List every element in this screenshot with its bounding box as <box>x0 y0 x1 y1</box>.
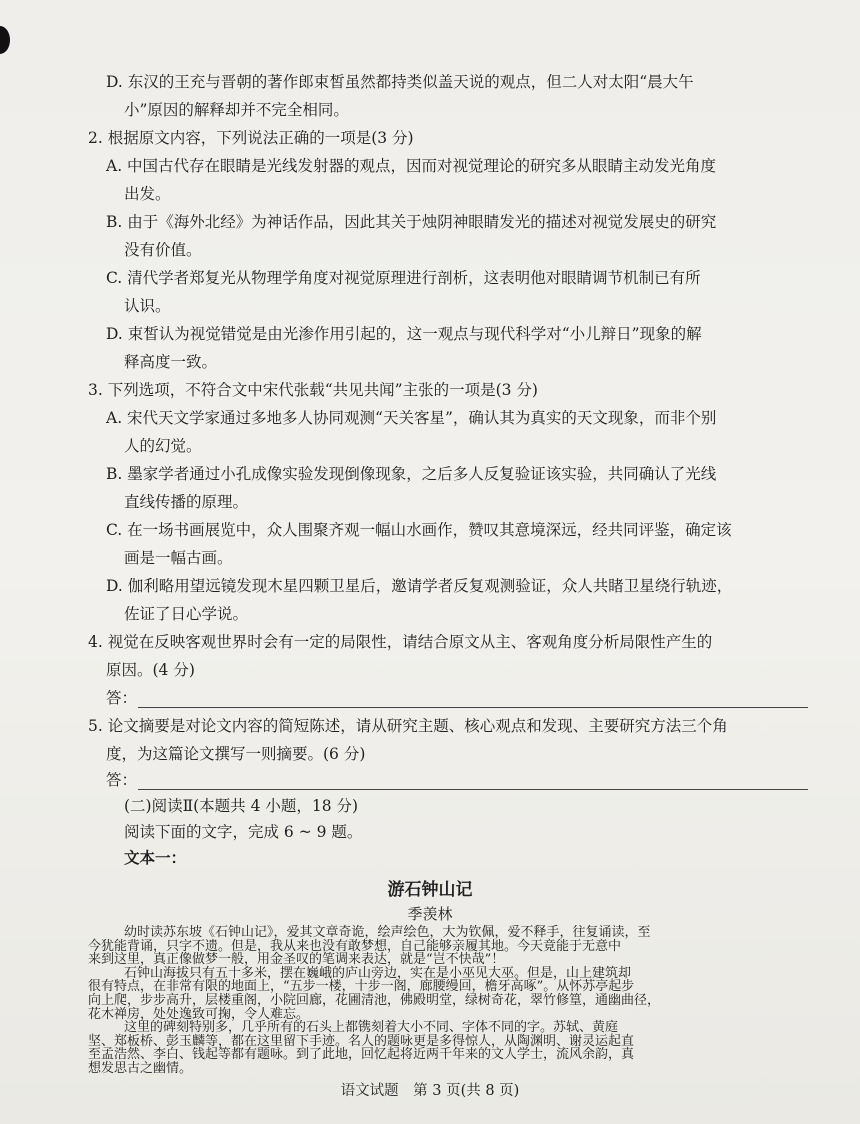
q4-stem-line1: 4. 视觉在反映客观世界时会有一定的局限性，请结合原文从主、客观角度分析局限性产生的 <box>88 633 713 651</box>
essay-title: 游石钟山记 <box>387 880 473 900</box>
q2-stem: 2. 根据原文内容，下列说法正确的一项是(3 分) <box>88 129 414 147</box>
essay-p3-line2: 坚、郑板桥、彭玉麟等，都在这里留下手迹。名人的题咏更是多得惊人，从陶渊明、谢灵运起直 <box>88 1033 635 1049</box>
q5-answer-label: 答： <box>106 771 138 789</box>
q2-option-b-line1: B. 由于《海外北经》为神话作品，因此其关于烛阴神眼睛发光的描述对视觉发展史的研究 <box>106 213 717 231</box>
q4-stem-line2: 原因。(4 分) <box>106 661 195 679</box>
q4-answer-line[interactable] <box>138 707 808 708</box>
essay-p2-line1: 石钟山海拔只有五十多米，摆在巍峨的庐山旁边，实在是小巫见大巫。但是，山上建筑却 <box>124 965 632 981</box>
q5-answer-line[interactable] <box>138 789 808 790</box>
q3-option-b-line1: B. 墨家学者通过小孔成像实验发现倒像现象，之后多人反复验证该实验，共同确认了光线 <box>106 465 717 483</box>
q2-option-a-line1: A. 中国古代存在眼睛是光线发射器的观点，因而对视觉理论的研究多从眼睛主动发光角度 <box>106 157 717 175</box>
q2-option-c-line2: 认识。 <box>124 297 171 315</box>
essay-author: 季羡林 <box>407 905 453 923</box>
section-instruction: 阅读下面的文字，完成 6 ~ 9 题。 <box>124 823 363 841</box>
q5-stem-line2: 度，为这篇论文撰写一则摘要。(6 分) <box>106 745 366 763</box>
essay-p1-line3: 来到这里，真正像做梦一般，用金圣叹的笔调来表达，就是“岂不快哉”！ <box>88 952 505 968</box>
q3-option-a-line1: A. 宋代天文学家通过多地多人协同观测“天关客星”，确认其为真实的天文现象，而非个别 <box>106 409 717 427</box>
essay-p1-line1: 幼时读苏东坡《石钟山记》，爱其文章奇诡，绘声绘色，大为钦佩，爱不释手，往复诵读，至 <box>124 925 651 940</box>
essay-p2-line3: 向上爬，步步高升，层楼重阁，小院回廊，花圃清池，佛殿明堂，绿树奇花，翠竹修篁，通幽曲径， <box>88 993 661 1008</box>
q3-option-d-line1: D. 伽利略用望远镜发现木星四颗卫星后，邀请学者反复观测验证，众人共睹卫星绕行轨迹， <box>106 577 733 595</box>
q2-option-a-line2: 出发。 <box>124 185 171 203</box>
essay-p2-line2: 很有特点，在非常有限的地面上，“五步一楼，十步一阁，廊腰缦回，檐牙高啄”。从怀苏亭起步 <box>88 979 635 995</box>
q3-stem: 3. 下列选项，不符合文中宋代张载“共见共闻”主张的一项是(3 分) <box>88 381 538 399</box>
q3-option-a-line2: 人的幻觉。 <box>124 437 202 455</box>
essay-p3-line4: 想发思古之幽情。 <box>88 1061 193 1076</box>
q3-option-c-line1: C. 在一场书画展览中，众人围聚齐观一幅山水画作，赞叹其意境深远，经共同评鉴，确定该 <box>106 521 732 539</box>
q3-option-c-line2: 画是一幅古画。 <box>124 549 233 567</box>
binder-hole <box>0 26 10 54</box>
q2-option-d-line2: 释高度一致。 <box>124 353 218 371</box>
q2-option-d-line1: D. 束皙认为视觉错觉是由光渗作用引起的，这一观点与现代科学对“小儿辩日”现象的解 <box>106 325 702 343</box>
page-footer: 语文试题 第 3 页(共 8 页) <box>340 1083 520 1099</box>
q4-answer-label: 答： <box>106 689 138 707</box>
essay-p2-line4: 花木禅房，处处逸致可掬，令人难忘。 <box>88 1006 310 1022</box>
q3-option-b-line2: 直线传播的原理。 <box>124 493 249 511</box>
essay-p3-line3: 至孟浩然、李白、钱起等都有题咏。到了此地，回忆起将近两千年来的文人学士，流风余韵，真 <box>88 1047 635 1063</box>
essay-p3-line1: 这里的碑刻特别多，几乎所有的石头上都镌刻着大小不同、字体不同的字。苏轼、黄庭 <box>124 1020 619 1036</box>
q5-stem-line1: 5. 论文摘要是对论文内容的简短陈述，请从研究主题、核心观点和发现、主要研究方法三个角 <box>88 717 728 735</box>
q3-option-d-line2: 佐证了日心学说。 <box>124 605 249 623</box>
text-one-label: 文本一： <box>124 848 187 867</box>
q2-option-c-line1: C. 清代学者郑复光从物理学角度对视觉原理进行剖析，这表明他对眼睛调节机制已有所 <box>106 269 701 287</box>
q2-option-b-line2: 没有价值。 <box>124 241 202 259</box>
section-title: (二)阅读Ⅱ(本题共 4 小题，18 分) <box>124 797 359 815</box>
essay-p1-line2: 今犹能背诵，只字不遗。但是，我从来也没有敢梦想，自己能够亲履其地。今天竟能于无意中 <box>88 938 622 954</box>
q1-option-d-line1: D. 东汉的王充与晋朝的著作郎束皙虽然都持类似盖天说的观点，但二人对太阳“晨大午 <box>106 73 694 91</box>
q1-option-d-line2: 小”原因的解释却并不完全相同。 <box>124 101 349 119</box>
